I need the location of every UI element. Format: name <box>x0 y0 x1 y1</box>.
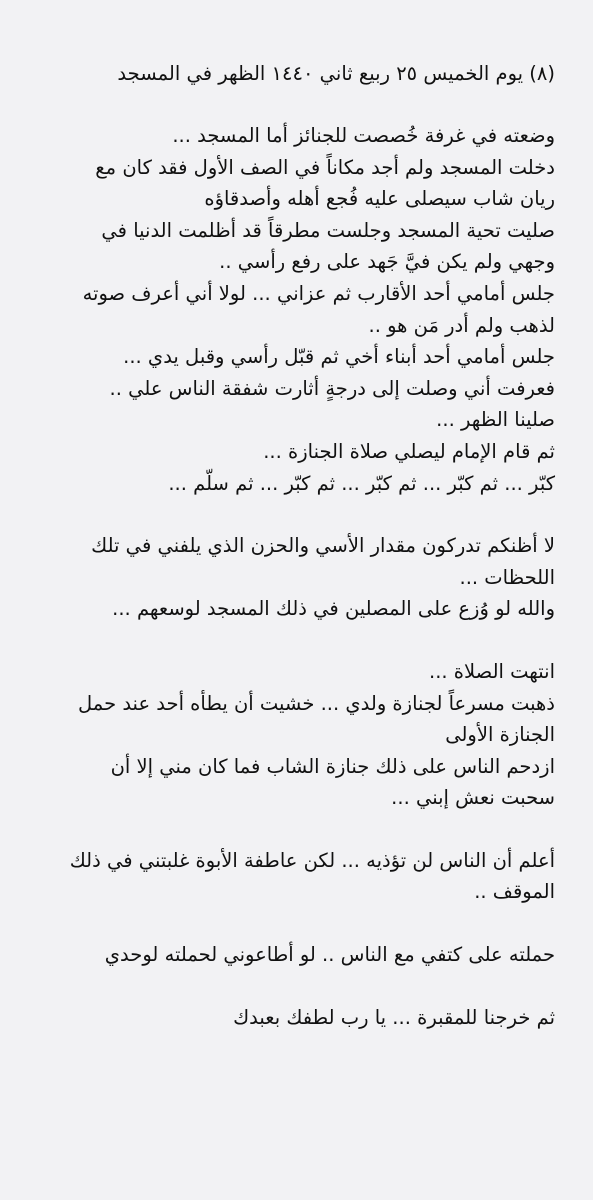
text-line: جلس أمامي أحد الأقارب ثم عزاني ... لولا أني أعرف صوته <box>82 281 555 305</box>
text-line: ثم قام الإمام ليصلي صلاة الجنازة ... <box>263 439 555 463</box>
text-line: ازدحم الناس على ذلك جنازة الشاب فما كان مني إلا أن <box>110 754 555 778</box>
text-line: ذهبت مسرعاً لجنازة ولدي ... خشيت أن يطأه أحد عند حمل <box>78 691 555 715</box>
text-line: لذهب ولم أدر مَن هو .. <box>368 313 555 337</box>
text-line: سحبت نعش إبني ... <box>391 786 555 810</box>
text-line: دخلت المسجد ولم أجد مكاناً في الصف الأول فقد كان مع <box>95 155 555 179</box>
paragraph-gap <box>34 971 555 1002</box>
text-line: أعلم أن الناس لن تؤذيه ... لكن عاطفة الأبوة غلبتني في ذلك <box>69 848 555 872</box>
paragraph-4 <box>34 845 555 908</box>
paragraph-gap <box>34 625 555 656</box>
text-line: صليت تحية المسجد وجلست مطرقاً قد أظلمت الدنيا في <box>101 218 555 242</box>
paragraph-1 <box>34 120 555 499</box>
paragraph-gap <box>34 908 555 939</box>
text-line: حملته على كتفي مع الناس .. لو أطاعوني لحملته لوحدي <box>104 943 555 967</box>
text-line: لا أظنكم تدركون مقدار الأسي والحزن الذي يلفني في تلك <box>91 534 555 558</box>
text-line: الجنازة الأولى <box>445 723 555 747</box>
document-header: (٨) يوم الخميس ٢٥ ربيع ثاني ١٤٤٠ الظهر في المسجد <box>117 62 555 85</box>
text-line: انتهت الصلاة ... <box>429 659 555 683</box>
text-line: والله لو وُزع على المصلين في ذلك المسجد لوسعهم ... <box>112 597 555 621</box>
paragraph-2 <box>34 530 555 625</box>
text-line: صلينا الظهر ... <box>436 408 555 432</box>
text-line: فعرفت أني وصلت إلى درجةٍ أثارت شفقة الناس علي .. <box>109 376 555 400</box>
paragraph-5 <box>34 939 555 971</box>
text-line: الموقف .. <box>474 880 555 904</box>
paragraph-gap <box>34 814 555 845</box>
text-line: كبّر ... ثم كبّر ... ثم كبّر ... ثم كبّر ... ثم سلّم ... <box>168 471 555 495</box>
paragraph-3 <box>34 656 555 814</box>
text-line: ريان شاب سيصلى عليه فُجع أهله وأصدقاؤه <box>204 187 555 211</box>
text-line: وضعته في غرفة خُصصت للجنائز أما المسجد ... <box>172 124 555 147</box>
text-line: اللحظات ... <box>459 565 555 589</box>
text-line: جلس أمامي أحد أبناء أخي ثم قبّل رأسي وقبل يدي ... <box>123 345 555 369</box>
paragraph-6 <box>34 1002 555 1034</box>
text-line: ثم خرجنا للمقبرة ... يا رب لطفك بعبدك <box>233 1005 555 1029</box>
text-line: وجهي ولم يكن فيَّ جَهد على رفع رأسي .. <box>219 250 555 274</box>
paragraph-gap <box>34 499 555 530</box>
